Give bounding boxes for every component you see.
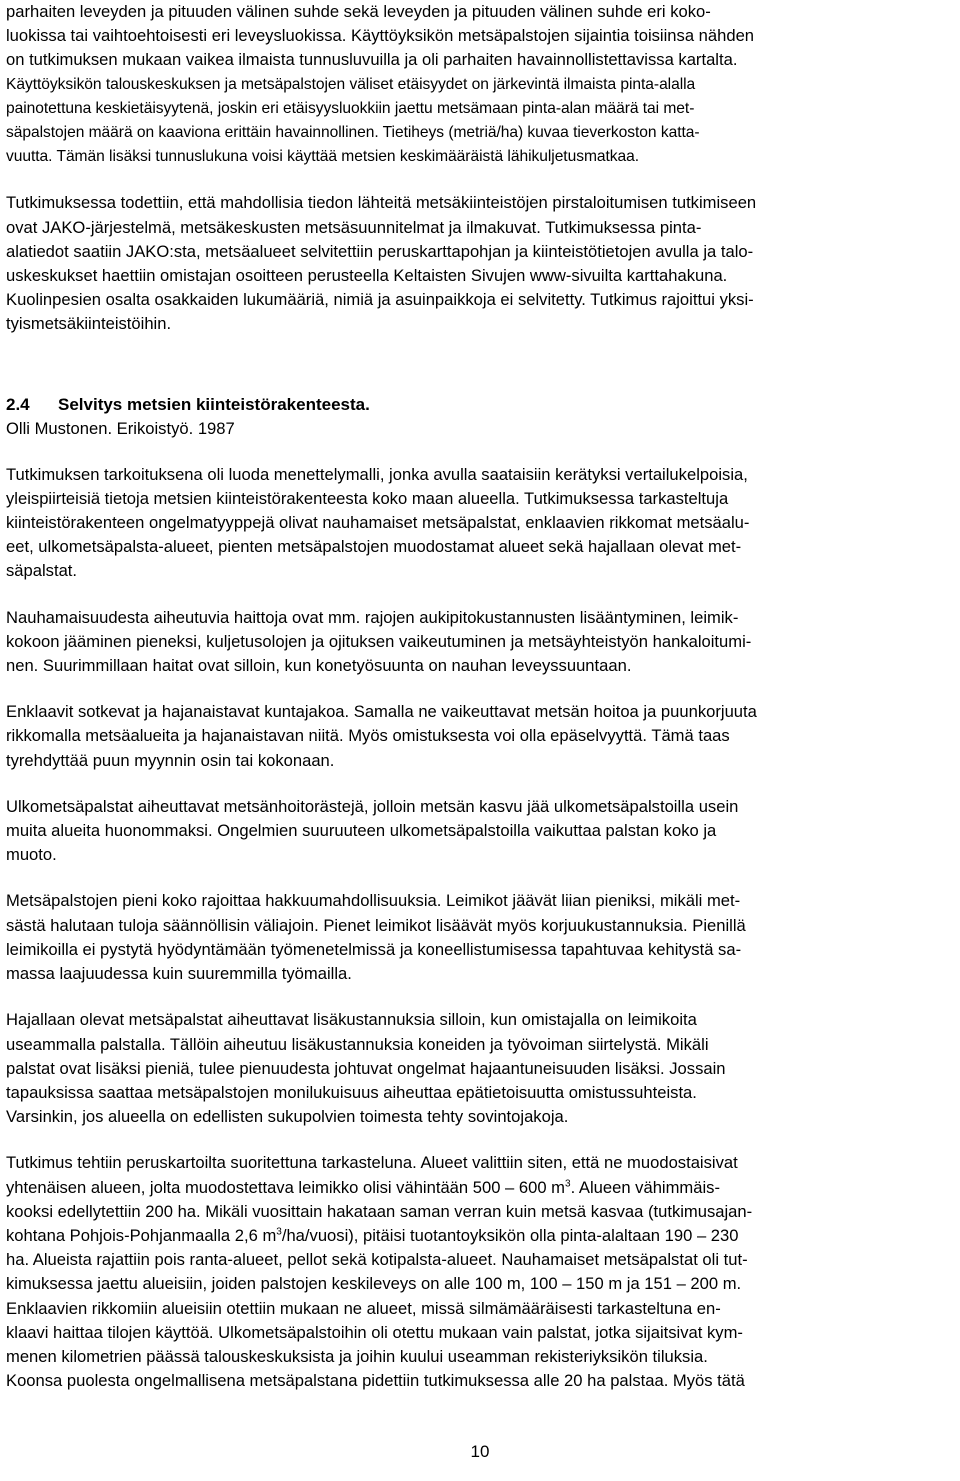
paragraph-study-method — [6, 1151, 946, 1393]
text-line: alatiedot saatiin JAKO:sta, metsäalueet selvitettiin peruskarttapohjan ja kiinteistötietojen avulla ja talo- — [6, 241, 754, 261]
text-line: yleispiirteisiä tietoja metsien kiinteistörakenteesta koko maan alueella. Tutkimuksessa tarkasteltuja — [6, 488, 729, 508]
text-line: Käyttöyksikön talouskeskuksen ja metsäpalstojen väliset etäisyydet on järkevintä ilmaista pinta-alalla — [6, 75, 696, 93]
text-line: Tutkimuksen tarkoituksena oli luoda menettelymalli, jonka avulla saataisiin kerätyksi vertailukelpoisia, — [6, 464, 748, 484]
section-number: 2.4 — [6, 394, 30, 414]
text-line — [6, 1176, 946, 1200]
author-line: Olli Mustonen. Erikoistyö. 1987 — [6, 418, 235, 438]
text-line: uskeskukset haettiin omistajan osoitteen perusteella Keltaisten Sivujen www-sivuilta karttahakuna. — [6, 266, 728, 286]
paragraph-outer-parcels — [6, 795, 946, 868]
text-line: Koonsa puolesta ongelmallisena metsäpalstana pidettiin tutkimuksessa alle 20 ha palstaa. Myös tätä — [6, 1371, 745, 1391]
text-span: kohtana Pohjois-Pohjanmaalla 2,6 m — [6, 1225, 277, 1245]
text-line: säpalstojen määrä on kaaviona erittäin havainnollinen. Tietiheys (metriä/ha) kuvaa tieverkoston katta- — [6, 124, 700, 142]
text-line: Nauhamaisuudesta aiheutuvia haittoja ovat mm. rajojen aukipitokustannusten lisääntyminen, leimik- — [6, 607, 739, 627]
text-line: tyismetsäkiinteistöihin. — [6, 314, 172, 334]
text-line: Tutkimuksessa todettiin, että mahdollisia tiedon lähteitä metsäkiinteistöjen pirstaloitumisen tutkimiseen — [6, 193, 757, 213]
text-line: kokoon jääminen pieneksi, kuljetusolojen ja ojituksen vaikeutuminen ja metsäyhteistyön hankaloitumi- — [6, 631, 752, 651]
paragraph-data-sources — [6, 191, 946, 336]
text-line: tyrehdyttää puun myynnin osin tai kokonaan. — [6, 750, 335, 770]
section-title: Selvitys metsien kiinteistörakenteesta. — [58, 394, 370, 414]
text-line: palstat ovat lisäksi pieniä, tulee pienuudesta johtuvat ongelmat hajaantuneisuuden lisäksi. Jossain — [6, 1058, 726, 1078]
text-line: säpalstat. — [6, 561, 78, 581]
text-line: leimikoilla ei pystytä hyödyntämään työmenetelmissä ja koneellistumisessa tapahtuvaa kehitystä sa- — [6, 939, 742, 959]
text-line: Tutkimus tehtiin peruskartoilta suoritettuna tarkasteluna. Alueet valittiin siten, että ne muodostaisivat — [6, 1153, 738, 1173]
text-line: Enklaavien rikkomiin alueisiin otettiin mukaan ne alueet, missä silmämääräisesti tarkasteltuna en- — [6, 1298, 721, 1318]
text-line: Metsäpalstojen pieni koko rajoittaa hakkuumahdollisuuksia. Leimikot jäävät liian pieniksi, mikäli met- — [6, 891, 741, 911]
text-line: massa laajuudessa kuin suuremmilla työmailla. — [6, 964, 352, 984]
superscript: 3 — [276, 1226, 282, 1238]
text-span: /ha/vuosi), pitäisi tuotantoyksikön olla pinta-alaltaan 190 – 230 — [281, 1225, 739, 1245]
text-line: rikkomalla metsäalueita ja hajanaistavan niitä. Myös omistuksesta voi olla epäselvyyttä. Tämä taas — [6, 726, 730, 746]
text-span: yhtenäisen alueen, jolta muodostettava leimikko olisi vähintään 500 – 600 m — [6, 1177, 566, 1197]
paragraph-shape-ratio — [6, 0, 946, 169]
paragraph-small-parcels — [6, 889, 946, 986]
text-line: Varsinkin, jos alueella on edellisten sukupolvien toimesta tehty sovintojakoja. — [6, 1107, 569, 1127]
text-line: ha. Alueista rajattiin pois ranta-alueet, pellot sekä kotipalsta-alueet. Nauhamaiset metsäpalstat oli tut- — [6, 1250, 748, 1270]
text-line: Kuolinpesien osalta osakkaiden lukumääriä, nimiä ja asuinpaikkoja ei selvitetty. Tutkimus rajoittui yksi- — [6, 290, 754, 310]
text-line: tapauksissa saattaa metsäpalstojen monilukuisuus aiheuttaa epätietoisuutta omistussuhteista. — [6, 1082, 697, 1102]
text-span: . Alueen vähimmäis- — [570, 1177, 720, 1197]
paragraph-strip-parcels — [6, 606, 946, 679]
text-line: sästä halutaan tuloja säännöllisin väliajoin. Pienet leimikot lisäävät myös korjuukustannuksia. Pienillä — [6, 915, 746, 935]
text-line: painotettuna keskietäisyytenä, joskin eri etäisyysluokkiin jaettu metsämaan pinta-alan määrä tai met- — [6, 99, 695, 117]
text-line: on tutkimuksen mukaan vaikea ilmaista tunnusluvuilla ja oli parhaiten havainnollistettavissa kartalta. — [6, 50, 738, 70]
text-line: klaavi haittaa tilojen käyttöä. Ulkometsäpalstoihin oli otettu mukaan vain palstat, jotka sijaitsivat kym- — [6, 1322, 743, 1342]
document-page — [6, 0, 946, 1393]
text-line: kiinteistörakenteen ongelmatyyppejä olivat nauhamaiset metsäpalstat, enklaavien rikkomat metsäalu- — [6, 513, 750, 533]
text-line: parhaiten leveyden ja pituuden välinen suhde sekä leveyden ja pituuden välinen suhde eri koko- — [6, 2, 711, 21]
superscript: 3 — [565, 1177, 571, 1189]
text-line: vuutta. Tämän lisäksi tunnuslukuna voisi käyttää metsien keskimääräistä lähikuljetusmatkaa. — [6, 148, 640, 166]
text-line: eet, ulkometsäpalsta-alueet, pienten metsäpalstojen muodostamat alueet sekä hajallaan olevat met- — [6, 537, 742, 557]
text-line: Hajallaan olevat metsäpalstat aiheuttavat lisäkustannuksia silloin, kun omistajalla on leimikoita — [6, 1010, 697, 1030]
text-line: ovat JAKO-järjestelmä, metsäkeskusten metsäsuunnitelmat ja ilmakuvat. Tutkimuksessa pinta- — [6, 217, 702, 237]
text-line: luokissa tai vaihtoehtoisesti eri leveysluokissa. Käyttöyksikön metsäpalstojen sijaintia toisiinsa nähden — [6, 26, 755, 46]
text-line: muoto. — [6, 845, 57, 865]
paragraph-scattered-parcels — [6, 1008, 946, 1129]
text-line: nen. Suurimmillaan haitat ovat silloin, kun konetyösuunta on nauhan leveyssuuntaan. — [6, 656, 632, 676]
text-line: muita alueita huonommaksi. Ongelmien suuruuteen ulkometsäpalstoilla vaikuttaa palstan koko ja — [6, 821, 717, 841]
text-line: kooksi edellytettiin 200 ha. Mikäli vuosittain hakataan saman verran kuin metsä kasvaa (tutkimusajan- — [6, 1201, 753, 1221]
page-number: 10 — [470, 1442, 490, 1461]
text-line: useammalla palstalla. Tällöin aiheutuu lisäkustannuksia koneiden ja työvoiman siirtelystä. Mikäli — [6, 1034, 709, 1054]
text-line: Enklaavit sotkevat ja hajanaistavat kuntajakoa. Samalla ne vaikeuttavat metsän hoitoa ja puunkorjuuta — [6, 702, 757, 722]
paragraph-purpose — [6, 463, 946, 584]
paragraph-enclaves — [6, 700, 946, 773]
text-line: menen kilometrien päässä talouskeskuksista ja joihin kuului useamman rekisteriyksikön tiluksia. — [6, 1346, 708, 1366]
text-line — [6, 1224, 946, 1248]
text-line: kimuksessa jaettu alueisiin, joiden palstojen keskileveys on alle 100 m, 100 – 150 m ja 151 – 200 m. — [6, 1274, 742, 1294]
section-heading — [6, 393, 946, 441]
text-line: Ulkometsäpalstat aiheuttavat metsänhoitorästejä, jolloin metsän kasvu jää ulkometsäpalstoilla usein — [6, 796, 739, 816]
